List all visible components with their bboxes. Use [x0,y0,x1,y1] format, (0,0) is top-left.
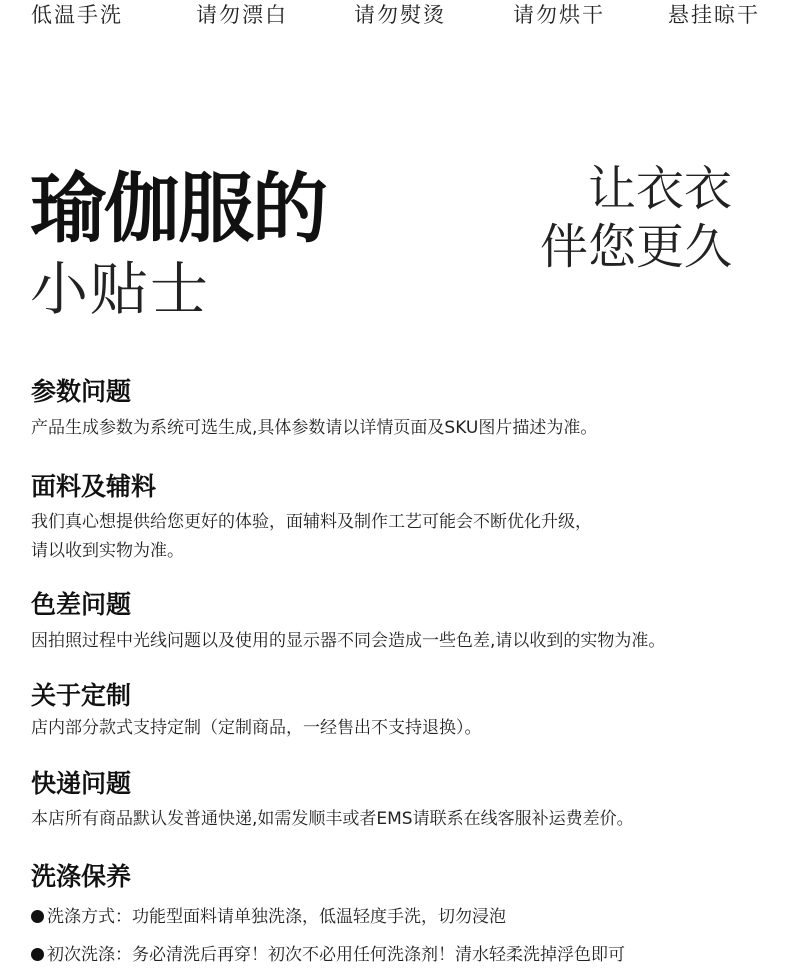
slogan [540,160,732,276]
section-body-customization [31,714,482,743]
bullet-icon [31,948,44,961]
section-body-shipping [31,805,634,834]
list-item [31,903,506,932]
section-title-customization: 关于定制 [31,681,132,710]
section-title-color-difference: 色差问题 [31,590,132,619]
section-line: 因拍照过程中光线问题以及使用的显示器不同会造成一些色差,请以收到的实物为准。 [31,631,666,651]
slogan-line-1: 让衣衣 [587,161,732,217]
section-body-color-difference [31,627,665,656]
section-title-parameters: 参数问题 [31,377,132,406]
section-body-fabric [31,508,592,566]
section-line: 本店所有商品默认发普通快递,如需发顺丰或者EMS请联系在线客服补运费差价。 [31,809,634,829]
bullet-icon [31,910,44,923]
care-instructions-strip [0,0,790,30]
section-line: 店内部分款式支持定制（定制商品，一经售出不支持退换）。 [31,718,482,738]
section-body-parameters [31,414,597,443]
care-label-no-tumble-dry: 请勿烘干 [513,3,605,27]
care-label-no-bleach: 请勿漂白 [196,3,288,27]
section-line: 我们真心想提供给您更好的体验，面辅料及制作工艺可能会不断优化升级， [31,512,592,532]
page-title: 瑜伽服的 [30,164,326,253]
slogan-line-2: 伴您更久 [539,219,732,275]
list-item [31,941,625,970]
section-title-fabric: 面料及辅料 [31,472,157,501]
section-title-shipping: 快递问题 [31,769,132,798]
care-label-hang-dry: 悬挂晾干 [668,3,760,27]
section-line: 产品生成参数为系统可选生成,具体参数请以详情页面及SKU图片描述为准。 [31,418,598,438]
page-subtitle: 小贴士 [30,255,211,323]
care-label-no-iron: 请勿熨烫 [354,3,446,27]
section-line: 请以收到实物为准。 [31,541,184,561]
section-title-washing-care: 洗涤保养 [31,862,132,891]
care-label-hand-wash: 低温手洗 [31,3,123,27]
bullet-text: 洗涤方式：功能型面料请单独洗涤，低温轻度手洗，切勿浸泡 [47,907,506,927]
bullet-text: 初次洗涤：务必清洗后再穿！初次不必用任何洗涤剂！清水轻柔洗掉浮色即可 [47,945,625,965]
